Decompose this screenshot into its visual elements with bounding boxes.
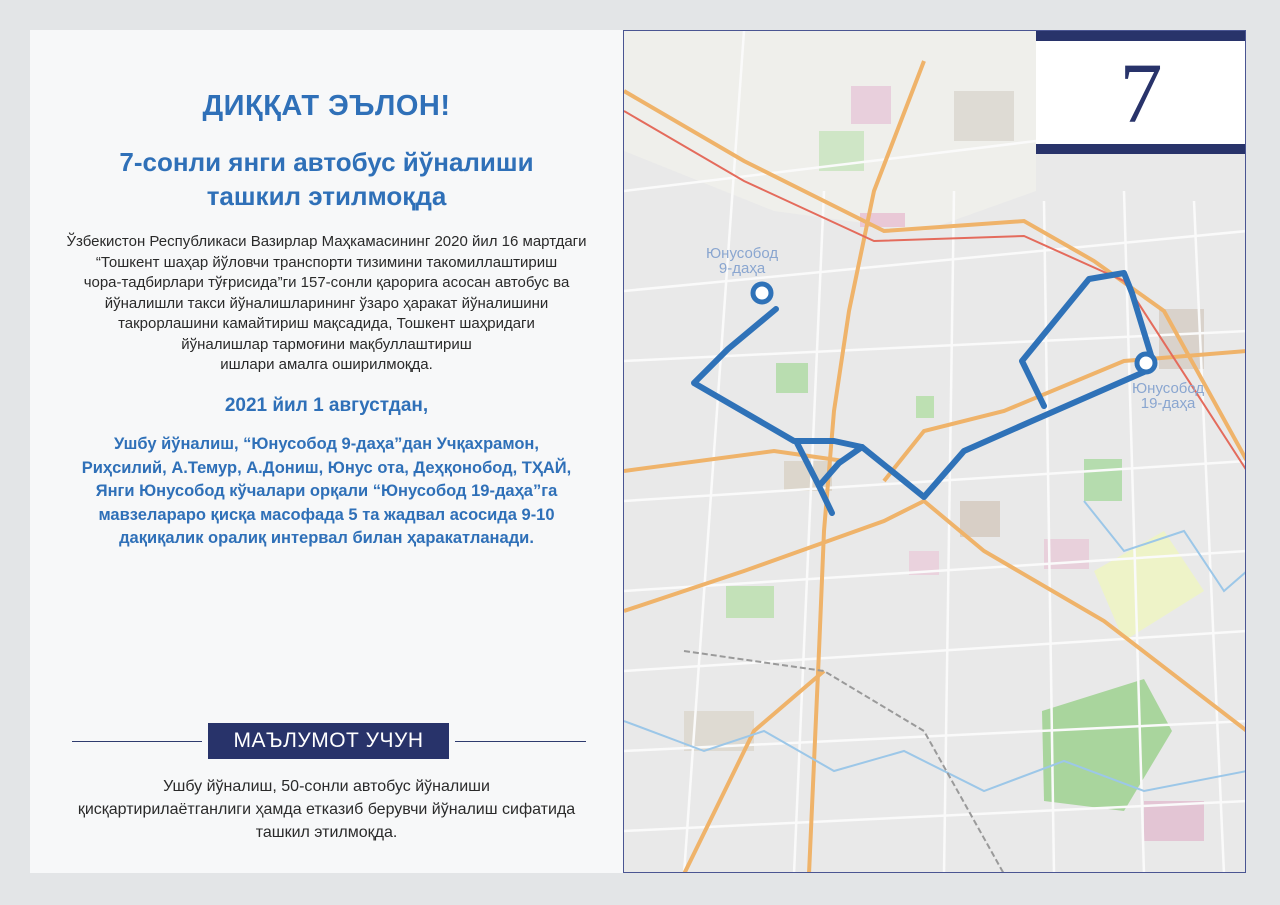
stop-marker-9-daha [753, 284, 771, 302]
route-number-bar-top [1036, 31, 1246, 41]
subtitle: 7-сонли янги автобус йўналиши ташкил этилмоқда [119, 147, 534, 211]
route-line: Ушбу йўналиш, “Юнусобод 9-даҳа”дан Учқахрамон, [114, 435, 539, 453]
headline: ДИҚҚАТ ЭЪЛОН! [202, 90, 451, 122]
route-line: мавзелараро қисқа масофада 5 та жадвал асосида 9-10 [98, 505, 555, 524]
stop-label-19-daha: Юнусобод 19-даҳа [1132, 380, 1205, 412]
decree-paragraph [30, 232, 623, 376]
route-number-bar-bottom [1036, 144, 1246, 154]
decree-line: “Тошкент шаҳар йўловчи транспорти тизимини такомиллаштириш [95, 253, 558, 271]
note-line: қисқартирилаётганлиги ҳамда етказиб берувчи йўналиш сифатида [77, 801, 576, 818]
info-note [30, 775, 623, 844]
stop-marker-19-daha [1137, 354, 1155, 372]
note-line: Ушбу йўналиш, 50-сонли автобус йўналиши [163, 778, 490, 795]
route-number: 7 [1119, 45, 1163, 141]
decree-line: йўналишли такси йўналишларининг ўзаро ҳаракат йўналишини [104, 294, 549, 312]
decree-line: такрорлашини камайтириш мақсадида, Тошкент шаҳридаги [118, 315, 535, 332]
decree-line: йўналишлар тармоғини мақбуллаштириш [181, 335, 472, 353]
info-divider-right [455, 741, 586, 742]
decree-line: ишлари амалга оширилмоқда. [220, 356, 433, 373]
route-number-box [1036, 31, 1246, 154]
decree-line: Ўзбекистон Республикаси Вазирлар Маҳкамасининг 2020 йил 16 мартдаги [66, 233, 587, 250]
note-line: ташкил этилмоқда. [255, 824, 398, 841]
route-line: Янги Юнусобод кўчалари орқали “Юнусобод 19-даҳа”га [95, 482, 558, 500]
map-canvas [624, 31, 1246, 873]
announcement-text-panel [30, 30, 623, 873]
start-date: 2021 йил 1 августдан, [224, 395, 429, 416]
info-divider-left [72, 741, 202, 742]
announcement-poster [30, 30, 1246, 873]
route-map [623, 30, 1246, 873]
info-badge: МАЪЛУМОТ УЧУН [208, 723, 449, 759]
route-description [30, 433, 623, 551]
route-line: Риҳсилий, А.Темур, А.Дониш, Юнус ота, Деҳқонобод, ТҲАЙ, [81, 458, 572, 477]
stop-label-9-daha: Юнусобод 9-даҳа [706, 245, 779, 277]
decree-line: чора-тадбирлари тўғрисида”ги 157-сонли қарорига асосан автобус ва [83, 274, 570, 291]
route-line: дақиқалик оралиқ интервал билан ҳаракатланади. [119, 529, 534, 547]
